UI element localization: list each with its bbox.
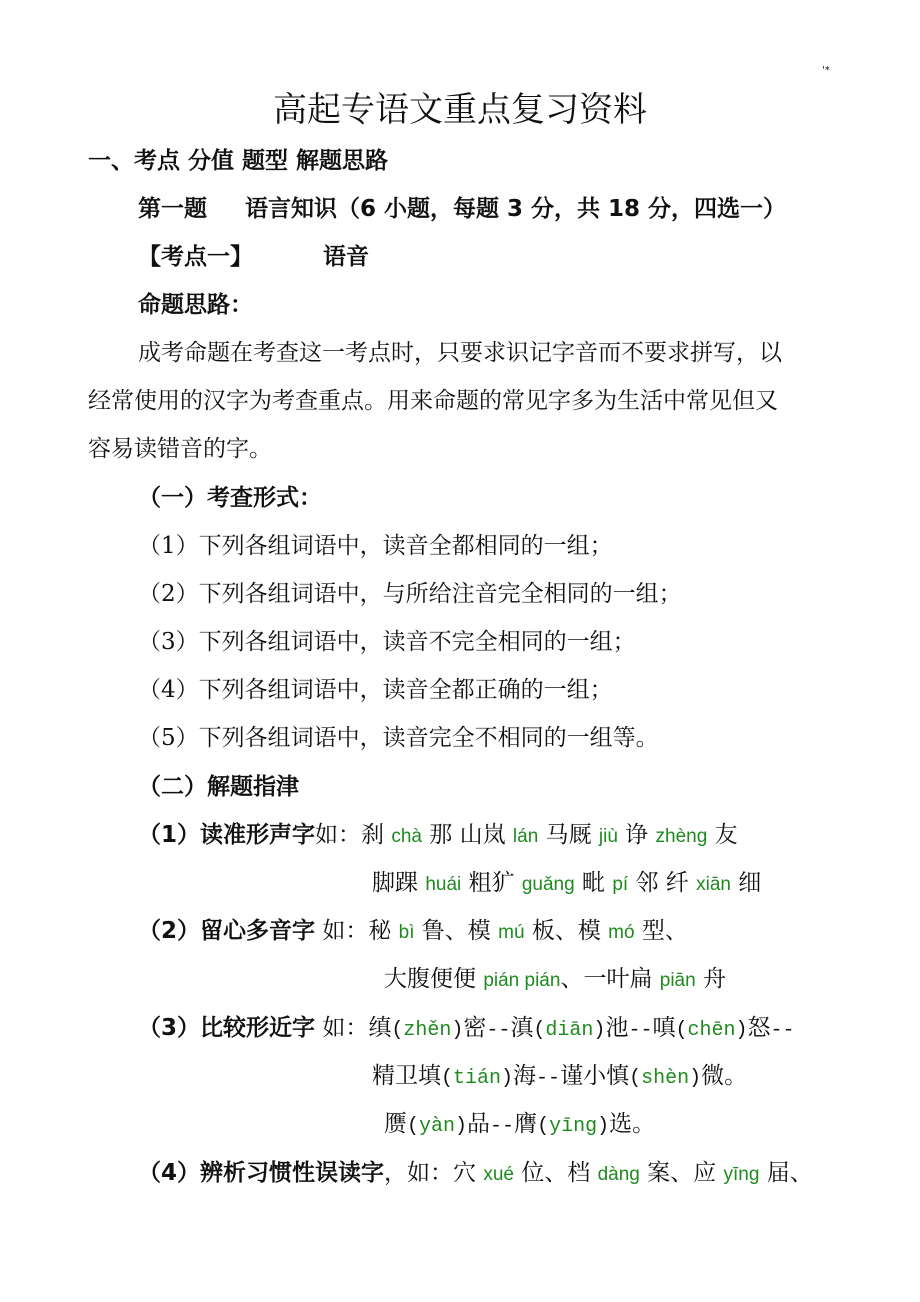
guide-item xyxy=(138,1017,795,1041)
example-text: 马厩 xyxy=(538,822,599,848)
example-text: 那 山岚 xyxy=(421,822,513,848)
guide-ru: 如： xyxy=(315,918,369,944)
example-text: 鲁、模 xyxy=(414,918,499,944)
example-text: 毗 xyxy=(574,870,613,896)
punctuation: ) xyxy=(689,1067,702,1090)
punctuation: ( xyxy=(391,1019,404,1042)
pinyin: yīng xyxy=(723,1164,760,1185)
pinyin: shèn xyxy=(641,1067,690,1090)
punctuation: ) xyxy=(501,1067,514,1090)
example-text: 品 xyxy=(467,1111,491,1137)
pinyin: chà xyxy=(391,826,422,847)
pinyin: guǎng xyxy=(521,874,575,895)
guide-ru: 如： xyxy=(315,822,362,848)
example-text: 怒 xyxy=(747,1015,771,1041)
punctuation: ( xyxy=(675,1019,688,1042)
punctuation: ( xyxy=(533,1019,546,1042)
example-text: 缜 xyxy=(368,1015,392,1041)
point-name: 语音 xyxy=(323,244,369,270)
pinyin: bì xyxy=(398,922,415,943)
example-line xyxy=(384,968,726,991)
punctuation: ) xyxy=(597,1115,610,1138)
example-text: 粗犷 xyxy=(461,870,522,896)
pinyin: huái xyxy=(425,874,462,895)
pinyin: xiān xyxy=(696,874,731,895)
example-line xyxy=(361,822,738,848)
pinyin: chēn xyxy=(687,1019,736,1042)
guide-label: （3）比较形近字 xyxy=(138,1015,316,1041)
pinyin: tián xyxy=(453,1067,502,1090)
example-line xyxy=(368,1015,794,1041)
form-item: （3）下列各组词语中，读音不完全相同的一组； xyxy=(138,629,636,655)
example-line xyxy=(372,1065,747,1089)
pinyin: mú xyxy=(498,922,525,943)
guide-label: （1）读准形声字 xyxy=(138,822,316,848)
example-text: 型、 xyxy=(634,918,688,944)
punctuation: ) xyxy=(451,1019,464,1042)
example-text: 微。 xyxy=(701,1063,748,1089)
guide-item xyxy=(138,824,738,847)
punctuation: ( xyxy=(407,1115,420,1138)
point-heading xyxy=(138,246,369,269)
example-text: 届、 xyxy=(759,1160,813,1186)
pinyin: mó xyxy=(608,922,635,943)
question-heading xyxy=(138,198,786,221)
pinyin: lán xyxy=(512,826,539,847)
example-text: 膺 xyxy=(514,1111,538,1137)
example-text: 谨小慎 xyxy=(560,1063,630,1089)
punctuation: ( xyxy=(629,1067,642,1090)
pinyin: pián pián xyxy=(483,970,561,991)
section-heading: 一、考点 分值 题型 解题思路 xyxy=(88,148,389,174)
guide-item xyxy=(138,1162,813,1185)
punctuation: -- xyxy=(770,1019,795,1042)
example-text: 海 xyxy=(513,1063,537,1089)
punctuation: -- xyxy=(490,1115,515,1138)
pinyin: dàng xyxy=(597,1164,640,1185)
example-text: 位、档 xyxy=(513,1160,598,1186)
example-text: 邻 纤 xyxy=(628,870,697,896)
page-title: 高起专语文重点复习资料 xyxy=(273,90,647,130)
form-item: （1）下列各组词语中，读音全都相同的一组； xyxy=(138,533,613,559)
paragraph-line: 经常使用的汉字为考查重点。用来命题的常见字多为生活中常见但又 xyxy=(88,388,778,414)
example-text: 精卫填 xyxy=(372,1063,441,1089)
corner-mark: '* xyxy=(822,65,830,76)
example-text: 赝 xyxy=(384,1111,407,1137)
punctuation: -- xyxy=(536,1067,561,1090)
example-text: 滇 xyxy=(510,1015,534,1041)
punctuation: ( xyxy=(537,1115,550,1138)
example-line xyxy=(453,1160,813,1186)
form-item: （4）下列各组词语中，读音全都正确的一组； xyxy=(138,677,613,703)
example-line xyxy=(372,872,761,895)
pinyin: piān xyxy=(659,970,696,991)
guide-label: （4）辨析习惯性误读字 xyxy=(138,1160,385,1186)
pinyin: diān xyxy=(545,1019,594,1042)
pinyin: yīng xyxy=(549,1115,598,1138)
example-text: 嗔 xyxy=(652,1015,676,1041)
paragraph-line: 容易读错音的字。 xyxy=(88,436,272,462)
form-item: （2）下列各组词语中，与所给注音完全相同的一组； xyxy=(138,581,682,607)
pinyin: yàn xyxy=(419,1115,456,1138)
guide-label: （2）留心多音字 xyxy=(138,918,316,944)
example-text: 选。 xyxy=(609,1111,656,1137)
form-item: （5）下列各组词语中，读音完全不相同的一组等。 xyxy=(138,725,659,751)
example-line xyxy=(368,918,688,944)
example-text: 脚踝 xyxy=(372,870,426,896)
example-text: 池 xyxy=(605,1015,629,1041)
punctuation: -- xyxy=(486,1019,511,1042)
pinyin: zhěn xyxy=(403,1019,452,1042)
example-text: 友 xyxy=(707,822,738,848)
example-text: 案、应 xyxy=(639,1160,724,1186)
example-text: 细 xyxy=(730,870,762,896)
question-label: 第一题 xyxy=(138,196,207,222)
idea-heading: 命题思路： xyxy=(138,292,253,318)
punctuation: ) xyxy=(593,1019,606,1042)
punctuation: ) xyxy=(735,1019,748,1042)
example-text: 秘 xyxy=(368,918,399,944)
punctuation: ( xyxy=(441,1067,454,1090)
example-line xyxy=(384,1113,655,1137)
example-text: 刹 xyxy=(361,822,392,848)
guide-item xyxy=(138,920,688,943)
question-desc: 语言知识（6 小题，每题 3 分，共 18 分，四选一） xyxy=(245,196,787,222)
guide-ru: ，如： xyxy=(384,1160,454,1186)
example-text: 大腹便便 xyxy=(384,966,484,992)
example-text: 舟 xyxy=(695,966,726,992)
example-text: 密 xyxy=(463,1015,487,1041)
pinyin: jiù xyxy=(598,826,618,847)
paragraph-line: 成考命题在考查这一考点时，只要求识记字音而不要求拼写，以 xyxy=(138,340,782,366)
example-text: 、一叶扁 xyxy=(560,966,660,992)
punctuation: ) xyxy=(455,1115,468,1138)
pinyin: pí xyxy=(612,874,629,895)
example-text: 板、模 xyxy=(524,918,609,944)
form-heading: （一）考查形式： xyxy=(138,485,322,511)
punctuation: -- xyxy=(628,1019,653,1042)
guide-heading: （二）解题指津 xyxy=(138,774,299,800)
example-text: 诤 xyxy=(617,822,656,848)
guide-ru: 如： xyxy=(315,1015,369,1041)
point-label: 【考点一】 xyxy=(138,244,253,270)
pinyin: zhèng xyxy=(655,826,708,847)
example-text: 穴 xyxy=(453,1160,484,1186)
pinyin: xué xyxy=(483,1164,514,1185)
